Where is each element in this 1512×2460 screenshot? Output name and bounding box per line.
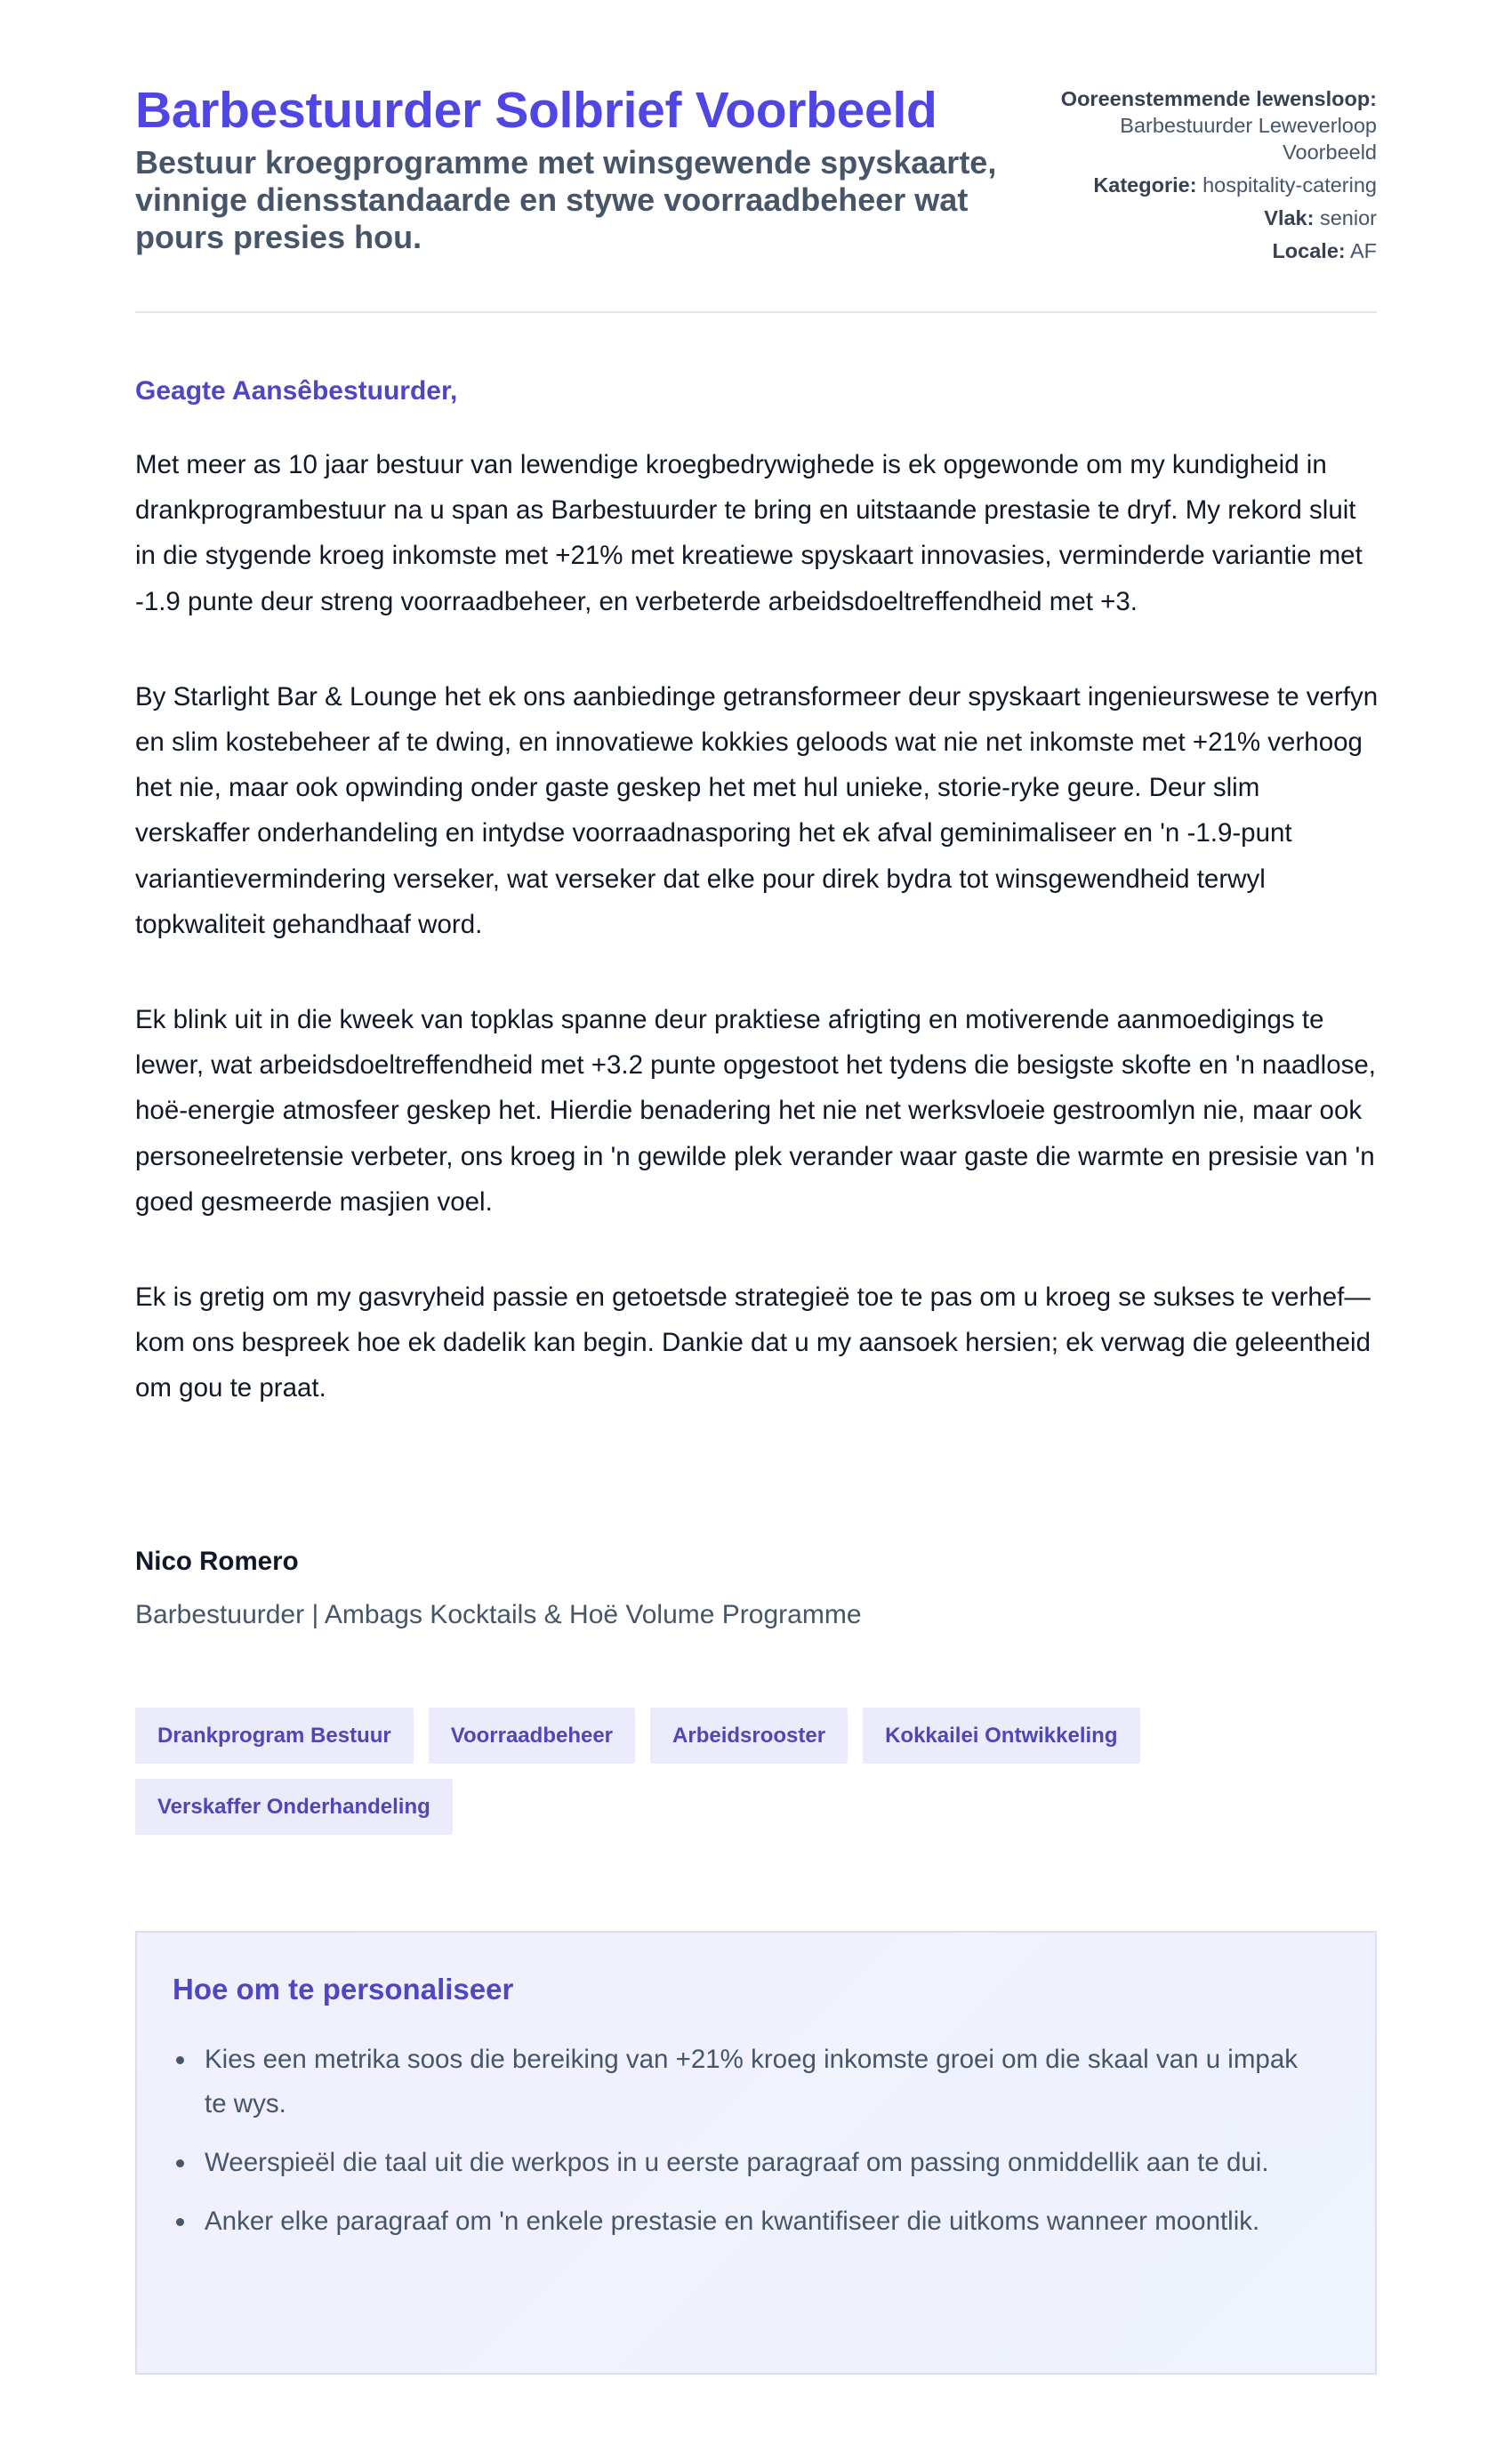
bullet-icon <box>176 2056 184 2064</box>
letter-body <box>135 442 1380 1461</box>
tip-text: Kies een metrika soos die bereiking van +21% kroeg inkomste groei om die skaal van u impak te wys. <box>205 2045 1298 2118</box>
meta-locale-value: AF <box>1349 239 1377 262</box>
skill-tag[interactable]: Kokkailei Ontwikkeling <box>863 1708 1139 1764</box>
tips-list <box>173 2038 1339 2244</box>
bullet-icon <box>176 2159 184 2167</box>
meta-category <box>1039 172 1377 198</box>
meta-category-value: hospitality-catering <box>1202 173 1377 197</box>
meta-matching-resume-label: Ooreenstemmende lewensloop: <box>1060 87 1377 110</box>
cover-letter-page <box>135 0 1379 2236</box>
skill-tag[interactable]: Drankprogram Bestuur <box>135 1708 414 1764</box>
tips-heading: Hoe om te personaliseer <box>173 1973 514 2006</box>
letter-paragraph: By Starlight Bar & Lounge het ek ons aanbiedinge getransformeer deur spyskaart ingenieurswese te verfyn en slim kostebeheer af te dwing, en innovatiewe kokkies geloods wat nie net inkomste met +21% verhoog het nie, maar ook opwinding onder gaste geskep het met hul unieke, storie-ryke geure. Deur slim verskaffer onderhandeling en intydse voorraadnasporing het ek afval geminimaliseer en 'n -1.9-punt variantievermindering verseker, wat verseker dat elke pour direk bydra tot winsgewendheid terwyl topkwaliteit gehandhaaf word. <box>135 681 1379 939</box>
meta-locale-label: Locale: <box>1272 239 1346 262</box>
signature-name: Nico Romero <box>135 1547 299 1576</box>
tip-text: Weerspieël die taal uit die werkpos in u eerste paragraaf om passing onmiddellik aan te dui. <box>205 2148 1269 2177</box>
page-subtitle: Bestuur kroegprogramme met winsgewende spyskaarte, vinnige diensstandaarde en stywe voorraadbeheer wat pours presies hou. <box>135 144 997 255</box>
letter-paragraph: Ek is gretig om my gasvryheid passie en getoetsde strategieë toe te pas om u kroeg se sukses te verhef—kom ons bespreek hoe ek dadelik kan begin. Dankie dat u my aansoek hersien; ek verwag die geleentheid om gou te praat. <box>135 1282 1371 1403</box>
skill-tag[interactable]: Verskaffer Onderhandeling <box>135 1779 453 1835</box>
meta-category-label: Kategorie: <box>1093 173 1197 197</box>
meta-level-value: senior <box>1319 206 1377 229</box>
tip-item <box>205 2199 1339 2244</box>
page-header <box>135 0 1377 313</box>
meta-matching-resume-value[interactable]: Barbestuurder Leweverloop Voorbeeld <box>1120 114 1377 164</box>
meta-matching-resume <box>1039 85 1377 165</box>
signature-title: Barbestuurder | Ambags Kocktails & Hoë Volume Programme <box>135 1600 862 1629</box>
letter-paragraph: Ek blink uit in die kweek van topklas spanne deur praktiese afrigting en motiverende aanmoedigings te lewer, wat arbeidsdoeltreffendheid met +3.2 punte opgestoot het tydens die besigste skofte en 'n naadlose, hoë-energie atmosfeer geskep het. Hierdie benadering het nie net werksvloeie gestroomlyn nie, maar ook personeelretensie verbeter, ons kroeg in 'n gewilde plek verander waar gaste die warmte en presisie van 'n goed gesmeerde masjien voel. <box>135 1005 1376 1217</box>
salutation: Geagte Aansêbestuurder, <box>135 376 458 406</box>
meta-info <box>1039 85 1377 270</box>
skill-tag[interactable]: Voorraadbeheer <box>429 1708 635 1764</box>
signature-block <box>135 1544 862 1633</box>
meta-level <box>1039 205 1377 231</box>
bullet-icon <box>176 2218 184 2226</box>
page-title: Barbestuurder Solbrief Voorbeeld <box>135 82 937 139</box>
tip-item <box>205 2141 1339 2185</box>
tip-item <box>205 2038 1339 2126</box>
skill-tags <box>135 1708 1377 1835</box>
meta-level-label: Vlak: <box>1264 206 1315 229</box>
skill-tag[interactable]: Arbeidsrooster <box>650 1708 848 1764</box>
meta-locale <box>1039 237 1377 264</box>
personalization-tips <box>135 1931 1377 2375</box>
letter-paragraph: Met meer as 10 jaar bestuur van lewendige kroegbedrywighede is ek opgewonde om my kundigheid in drankprogrambestuur na u span as Barbestuurder te bring en uitstaande prestasie te dryf. My rekord sluit in die stygende kroeg inkomste met +21% met kreatiewe spyskaart innovasies, verminderde variantie met -1.9 punte deur streng voorraadbeheer, en verbeterde arbeidsdoeltreffendheid met +3. <box>135 450 1363 616</box>
tip-text: Anker elke paragraaf om 'n enkele prestasie en kwantifiseer die uitkoms wanneer moontlik. <box>205 2207 1260 2236</box>
